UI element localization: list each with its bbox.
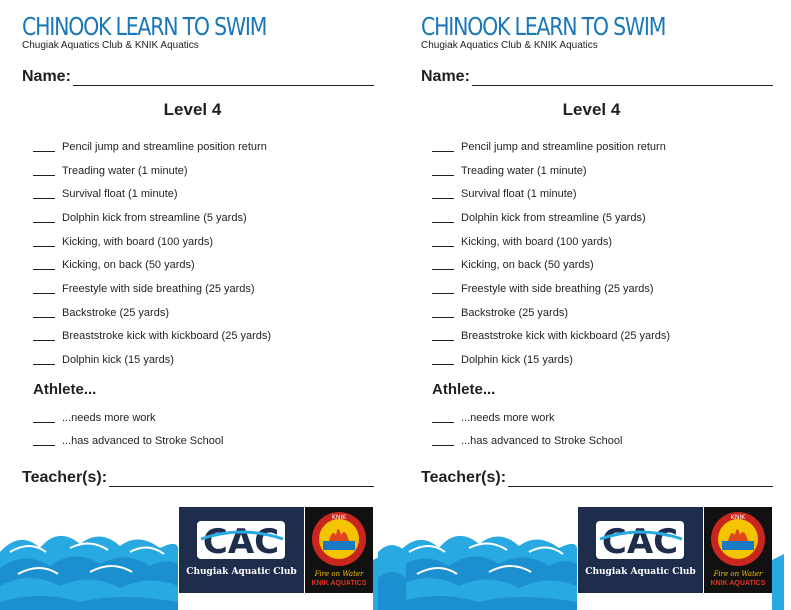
skill-item[interactable]: [432, 325, 670, 349]
teacher-label: Teacher(s):: [22, 469, 108, 486]
athlete-option-label: ...needs more work: [461, 411, 555, 424]
check-blank[interactable]: [33, 284, 55, 294]
check-blank[interactable]: [432, 308, 454, 318]
skill-label: Breaststroke kick with kickboard (25 yards): [461, 330, 671, 343]
knik-motto: Fire on Water: [713, 570, 763, 578]
cac-mark-icon: [590, 513, 690, 567]
check-blank[interactable]: [33, 436, 55, 446]
check-blank[interactable]: [432, 189, 454, 199]
cac-mark-icon: [191, 513, 291, 567]
athlete-option[interactable]: [33, 430, 223, 454]
flame-icon: [305, 507, 373, 571]
skill-label: Pencil jump and streamline position return: [461, 140, 666, 153]
level-heading: Level 4: [562, 100, 621, 119]
card-subtitle: Chugiak Aquatics Club & KNIK Aquatics: [421, 40, 598, 51]
skill-label: Kicking, on back (50 yards): [461, 259, 594, 272]
skill-item[interactable]: [33, 135, 271, 159]
skill-label: Treading water (1 minute): [461, 164, 587, 177]
skill-label: Breaststroke kick with kickboard (25 yards): [62, 330, 272, 343]
skill-item[interactable]: [33, 277, 271, 301]
check-blank[interactable]: [33, 166, 55, 176]
name-label: Name:: [421, 68, 470, 85]
skill-label: Dolphin kick from streamline (5 yards): [461, 211, 646, 224]
athlete-heading: Athlete...: [33, 381, 97, 398]
skill-label: Kicking, with board (100 yards): [461, 235, 613, 248]
skill-item[interactable]: [432, 277, 670, 301]
skill-item[interactable]: [432, 182, 670, 206]
cac-caption: Chugiak Aquatic Club: [585, 567, 696, 577]
name-field[interactable]: [421, 68, 773, 86]
name-label: Name:: [22, 68, 71, 85]
skill-item[interactable]: [33, 159, 271, 183]
check-blank[interactable]: [432, 237, 454, 247]
swim-card-right: [399, 0, 784, 610]
svg-text:CAC: CAC: [601, 522, 679, 562]
skill-item[interactable]: [33, 253, 271, 277]
skill-item[interactable]: [432, 159, 670, 183]
name-line[interactable]: [73, 72, 374, 86]
skill-label: Pencil jump and streamline position return: [62, 140, 267, 153]
check-blank[interactable]: [33, 413, 55, 423]
check-blank[interactable]: [33, 331, 55, 341]
skill-label: Backstroke (25 yards): [62, 306, 169, 319]
athlete-option-label: ...needs more work: [62, 411, 156, 424]
check-blank[interactable]: [432, 413, 454, 423]
check-blank[interactable]: [432, 355, 454, 365]
skill-label: Freestyle with side breathing (25 yards): [62, 282, 255, 295]
skill-item[interactable]: [33, 230, 271, 254]
check-blank[interactable]: [432, 436, 454, 446]
athlete-option-label: ...has advanced to Stroke School: [461, 435, 623, 448]
teacher-line[interactable]: [508, 473, 773, 487]
name-line[interactable]: [472, 72, 773, 86]
cac-caption: Chugiak Aquatic Club: [186, 567, 297, 577]
svg-text:KNIK: KNIK: [331, 514, 347, 521]
skill-list: [33, 135, 271, 372]
card-subtitle: Chugiak Aquatics Club & KNIK Aquatics: [22, 40, 199, 51]
flame-icon: [704, 507, 772, 571]
skill-item[interactable]: [432, 206, 670, 230]
skill-label: Freestyle with side breathing (25 yards): [461, 282, 654, 295]
skill-item[interactable]: [432, 230, 670, 254]
check-blank[interactable]: [432, 142, 454, 152]
skill-item[interactable]: [432, 301, 670, 325]
skill-label: Dolphin kick from streamline (5 yards): [62, 211, 247, 224]
level-heading: Level 4: [163, 100, 222, 119]
athlete-option[interactable]: [33, 406, 223, 430]
knik-logo: [305, 507, 373, 593]
check-blank[interactable]: [33, 189, 55, 199]
card-title: CHINOOK LEARN TO SWIM: [22, 12, 267, 41]
skill-item[interactable]: [432, 135, 670, 159]
skill-label: Kicking, on back (50 yards): [62, 259, 195, 272]
skill-item[interactable]: [33, 301, 271, 325]
athlete-option-label: ...has advanced to Stroke School: [62, 435, 224, 448]
knik-name: KNIK AQUATICS: [311, 580, 367, 587]
check-blank[interactable]: [432, 166, 454, 176]
teacher-field[interactable]: [22, 469, 374, 487]
name-field[interactable]: [22, 68, 374, 86]
check-blank[interactable]: [432, 331, 454, 341]
skill-item[interactable]: [432, 348, 670, 372]
swim-card-left: [0, 0, 385, 610]
skill-item[interactable]: [33, 325, 271, 349]
check-blank[interactable]: [432, 213, 454, 223]
athlete-heading: Athlete...: [432, 381, 496, 398]
skill-item[interactable]: [33, 348, 271, 372]
svg-text:KNIK: KNIK: [730, 514, 746, 521]
check-blank[interactable]: [432, 284, 454, 294]
skill-item[interactable]: [432, 253, 670, 277]
teacher-line[interactable]: [109, 473, 374, 487]
cac-logo: [179, 507, 304, 593]
skill-label: Survival float (1 minute): [461, 188, 577, 201]
skill-label: Dolphin kick (15 yards): [62, 354, 174, 367]
athlete-status-list: [33, 406, 223, 453]
knik-name: KNIK AQUATICS: [710, 580, 766, 587]
check-blank[interactable]: [432, 260, 454, 270]
skill-list: [432, 135, 670, 372]
athlete-status-list: [432, 406, 622, 453]
athlete-option[interactable]: [432, 430, 622, 454]
skill-label: Survival float (1 minute): [62, 188, 178, 201]
check-blank[interactable]: [33, 142, 55, 152]
teacher-field[interactable]: [421, 469, 773, 487]
skill-label: Backstroke (25 yards): [461, 306, 568, 319]
cac-logo: [578, 507, 703, 593]
check-blank[interactable]: [33, 308, 55, 318]
skill-item[interactable]: [33, 182, 271, 206]
check-blank[interactable]: [33, 260, 55, 270]
skill-label: Treading water (1 minute): [62, 164, 188, 177]
svg-text:CAC: CAC: [202, 522, 280, 562]
check-blank[interactable]: [33, 213, 55, 223]
card-title: CHINOOK LEARN TO SWIM: [421, 12, 666, 41]
wave-decoration-center: [378, 508, 406, 610]
knik-logo: [704, 507, 772, 593]
skill-label: Kicking, with board (100 yards): [62, 235, 214, 248]
check-blank[interactable]: [33, 237, 55, 247]
skill-label: Dolphin kick (15 yards): [461, 354, 573, 367]
teacher-label: Teacher(s):: [421, 469, 507, 486]
knik-motto: Fire on Water: [314, 570, 364, 578]
skill-item[interactable]: [33, 206, 271, 230]
athlete-option[interactable]: [432, 406, 622, 430]
check-blank[interactable]: [33, 355, 55, 365]
